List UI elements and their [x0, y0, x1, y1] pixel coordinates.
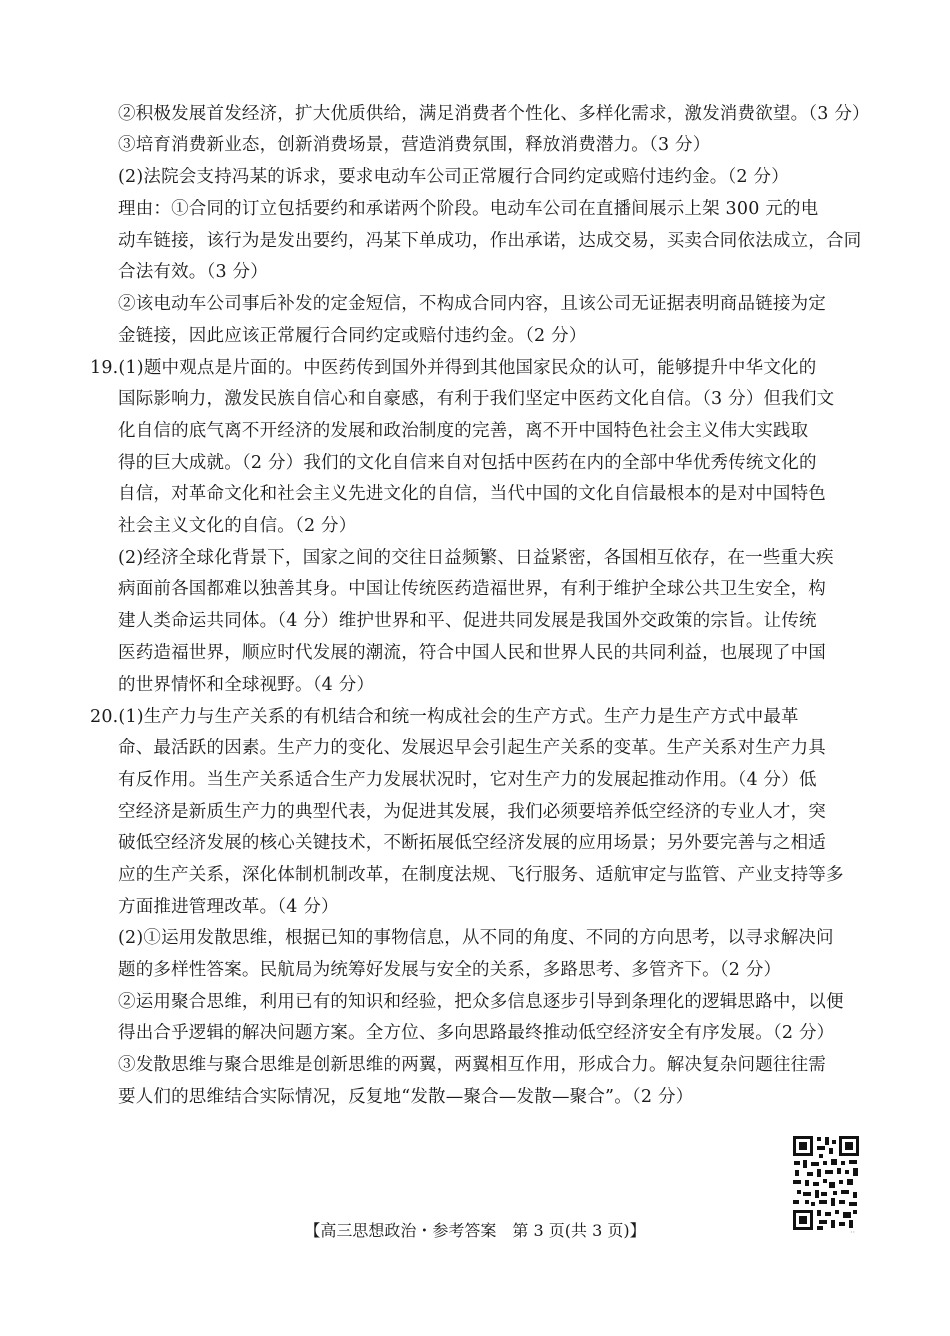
text-line: 破低空经济发展的核心关键技术，不断拓展低空经济发展的应用场景；另外要完善与之相适 [118, 833, 826, 853]
text-line: 有反作用。当生产关系适合生产力发展状况时，它对生产力的发展起推动作用。（4 分）低 [118, 770, 817, 790]
text-line: 空经济是新质生产力的典型代表，为促进其发展，我们必须要培养低空经济的专业人才，突 [118, 802, 826, 822]
text-line: 应的生产关系，深化体制机制改革，在制度法规、飞行服务、适航审定与监管、产业支持等多 [118, 865, 844, 885]
text-line: 自信，对革命文化和社会主义先进文化的自信，当代中国的文化自信最根本的是对中国特色 [118, 484, 826, 504]
text-line: 动车链接，该行为是发出要约，冯某下单成功，作出承诺，达成交易，买卖合同依法成立，合同 [118, 231, 862, 251]
text-line: 病面前各国都难以独善其身。中国让传统医药造福世界，有利于维护全球公共卫生安全，构 [118, 579, 826, 599]
text-line: 要人们的思维结合实际情况，反复地“发散—聚合—发散—聚合”。（2 分） [118, 1087, 694, 1107]
text-line: 得出合乎逻辑的解决问题方案。全方位、多向思路最终推动低空经济安全有序发展。（2 分） [118, 1023, 835, 1043]
text-line: 化自信的底气离不开经济的发展和政治制度的完善，离不开中国特色社会主义伟大实践取 [118, 421, 809, 441]
text-line: ③发散思维与聚合思维是创新思维的两翼，两翼相互作用，形成合力。解决复杂问题往往需 [118, 1055, 826, 1075]
scan-mark-icon: ·· [850, 1228, 856, 1237]
text-line: 金链接，因此应该正常履行合同约定或赔付违约金。（2 分） [118, 326, 587, 346]
text-line: 理由：①合同的订立包括要约和承诺两个阶段。电动车公司在直播间展示上架 300 元的电 [118, 199, 819, 219]
text-line: (2)①运用发散思维，根据已知的事物信息，从不同的角度、不同的方向思考，以寻求解决问 [118, 928, 834, 948]
text-line: ②该电动车公司事后补发的定金短信，不构成合同内容，且该公司无证据表明商品链接为定 [118, 294, 826, 314]
text-line: ②积极发展首发经济，扩大优质供给，满足消费者个性化、多样化需求，激发消费欲望。（3 分） [118, 104, 870, 124]
text-line: 合法有效。（3 分） [118, 262, 268, 282]
text-line: 建人类命运共同体。（4 分）维护世界和平、促进共同发展是我国外交政策的宗旨。让传统 [118, 611, 817, 631]
text-line: (2)法院会支持冯某的诉求，要求电动车公司正常履行合同约定或赔付违约金。（2 分） [118, 167, 789, 187]
text-line: 命、最活跃的因素。生产力的变化、发展迟早会引起生产关系的变革。生产关系对生产力具 [118, 738, 826, 758]
text-line: ③培育消费新业态，创新消费场景，营造消费氛围，释放消费潜力。（3 分） [118, 135, 711, 155]
text-line: 医药造福世界，顺应时代发展的潮流，符合中国人民和世界人民的共同利益，也展现了中国 [118, 643, 826, 663]
text-line: 社会主义文化的自信。（2 分） [118, 516, 357, 536]
text-line: (2)经济全球化背景下，国家之间的交往日益频繁、日益紧密，各国相互依存，在一些重大疾 [118, 548, 834, 568]
text-line: 方面推进管理改革。（4 分） [118, 897, 339, 917]
text-line: 得的巨大成就。（2 分）我们的文化自信来自对包括中医药在内的全部中华优秀传统文化的 [118, 453, 817, 473]
question-20-heading: 20.(1)生产力与生产关系的有机结合和统一构成社会的生产方式。生产力是生产方式中最革 [90, 707, 799, 727]
text-line: ②运用聚合思维，利用已有的知识和经验，把众多信息逐步引导到条理化的逻辑思路中，以便 [118, 992, 844, 1012]
text-line: 的世界情怀和全球视野。（4 分） [118, 675, 375, 695]
question-19-heading: 19.(1)题中观点是片面的。中医药传到国外并得到其他国家民众的认可，能够提升中华文化的 [90, 358, 817, 378]
text-line: 题的多样性答案。民航局为统筹好发展与安全的关系，多路思考、多管齐下。（2 分） [118, 960, 782, 980]
page-footer: 【高三思想政治・参考答案 第 3 页(共 3 页)】 [304, 1221, 646, 1240]
qr-code-icon [791, 1134, 861, 1232]
text-line: 国际影响力，激发民族自信心和自豪感，有利于我们坚定中医药文化自信。（3 分）但我们文 [118, 389, 835, 409]
